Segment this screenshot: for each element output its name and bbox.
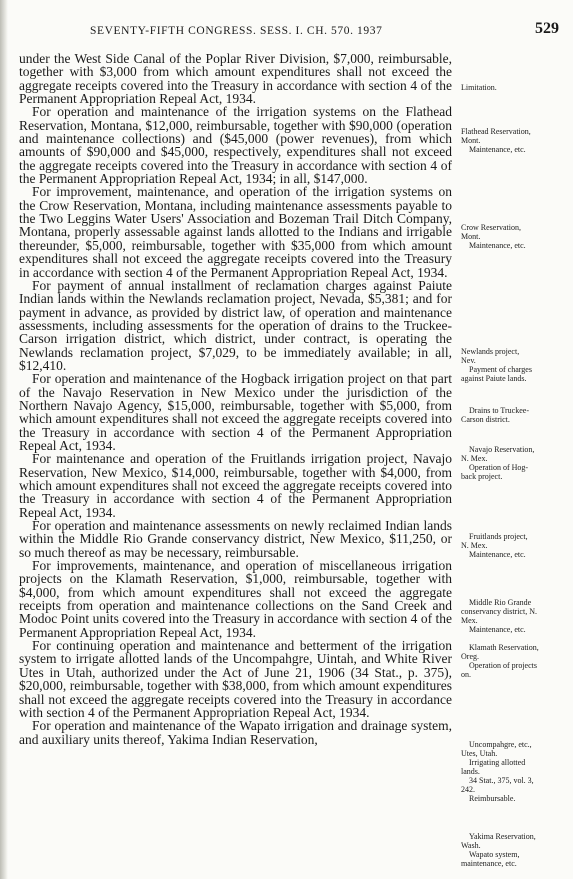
page-number: 529: [535, 20, 559, 37]
margin-note-middle-rio-grande: Middle Rio Grande conservancy district, N. Mex. Maintenance, etc.: [461, 598, 537, 634]
paragraph-hogback: For operation and maintenance of the Hogback irrigation project on that part of the Navajo Reservation in New Mexico under the jurisdiction of the Northern Navajo Agency, $15,000, reimbursable, together with $5,000, from which amount expenditures shall not exceed the aggregate receipts covered into the Treasury in accordance with section 4 of the Permanent Appropriation Repeal Act, 1934.: [19, 371, 452, 453]
page-header: [20, 22, 561, 42]
paragraph-poplar-river: under the West Side Canal of the Poplar River Division, $7,000, reimbursable, together with $3,000 from which amount expenditures shall not exceed the aggregate receipts covered into the Treasury in accordance with section 4 of the Permanent Appropriation Repeal Act, 1934.: [19, 51, 452, 107]
margin-note-yakima: Yakima Reservation, Wash. Wapato system, maintenance, etc.: [461, 832, 536, 868]
margin-note-newlands: Newlands project, Nev. Payment of charges against Paiute lands.: [461, 347, 532, 383]
paragraph-klamath: For improvements, maintenance, and operation of miscellaneous irrigation projects on the Klamath Reservation, $1,000, reimbursable, together with $4,000, from which amount expenditures shall not exceed the aggregate receipts from operation and maintenance collections on the Sand Creek and Modoc Point units covered into the Treasury in accordance with section 4 of the Permanent Appropriation Repeal Act, 1934.: [19, 558, 452, 640]
paragraph-crow: For improvement, maintenance, and operation of the irrigation systems on the Crow Reservation, Montana, including maintenance assessments payable to the Two Leggins Water Users' Association and Bozeman Trail Ditch Company, Montana, properly assessable against lands allotted to the Indians and irrigable thereunder, $5,000, reimbursable, together with $35,000 from which amount expenditures shall not exceed the aggregate receipts covered into the Treasury in accordance with section 4 of the Permanent Appropriation Repeal Act, 1934.: [19, 184, 452, 280]
paragraph-wapato: For operation and maintenance of the Wapato irrigation and drainage system, and auxiliary units thereof, Yakima Indian Reservation,: [19, 718, 452, 747]
paragraph-middle-rio-grande: For operation and maintenance assessments on newly reclaimed Indian lands within the Middle Rio Grande conservancy district, New Mexico, $11,250, or so much thereof as may be necessary, reimbursable.: [19, 518, 452, 560]
margin-note-navajo-hogback: Navajo Reservation, N. Mex. Operation of Hog- back project.: [461, 445, 535, 481]
margin-note-limitation: Limitation.: [461, 83, 497, 92]
page-edge-shadow: [0, 0, 8, 879]
margin-note-crow: Crow Reservation, Mont. Maintenance, etc.: [461, 223, 526, 250]
paragraph-flathead: For operation and maintenance of the irrigation systems on the Flathead Reservation, Montana, $12,000, reimbursable, together with $90,000 (operation and maintenance collections) and ($45,000 (power revenues), from which amounts of $90,000 and $45,000, respectively, expenditures shall not exceed the aggregate receipts covered into the Treasury in accordance with section 4 of the Permanent Appropriation Repeal Act, 1934; in all, $147,000.: [19, 104, 452, 187]
margin-note-klamath: Klamath Reservation, Oreg. Operation of projects on.: [461, 643, 539, 679]
margin-note-flathead: Flathead Reservation, Mont. Maintenance, etc.: [461, 127, 531, 154]
body-text: [19, 52, 452, 746]
paragraph-newlands: For payment of annual installment of reclamation charges against Paiute Indian lands within the Newlands reclamation project, Nevada, $5,381; and for payment in advance, as provided by district law, of operation and maintenance assessments, including assessments for the operation of drains to the Truckee-Carson irrigation district, which district, under contract, is operating the Newlands reclamation project, $7,029, to be immediately available; in all, $12,410.: [19, 277, 452, 373]
margin-note-truckee-carson: Drains to Truckee- Carson district.: [461, 406, 529, 424]
paragraph-uncompahgre: For continuing operation and maintenance and betterment of the irrigation system to irrigate allotted lands of the Uncompahgre, Uintah, and White River Utes in Utah, authorized under the Act of June 21, 1906 (34 Stat., p. 375), $20,000, reimbursable, together with $38,000, from which amount expenditures shall not exceed the aggregate receipts covered into the Treasury in accordance with section 4 of the Permanent Appropriation Repeal Act, 1934.: [19, 638, 452, 720]
margin-note-uncompahgre: Uncompahgre, etc., Utes, Utah. Irrigating allotted lands. 34 Stat., 375, vol. 3, 242. Reimbursable.: [461, 740, 534, 803]
running-head: SEVENTY-FIFTH CONGRESS. SESS. I. CH. 570. 1937: [90, 25, 383, 37]
paragraph-fruitlands: For maintenance and operation of the Fruitlands irrigation project, Navajo Reservation, New Mexico, $14,000, reimbursable, together with $4,000, from which amount expenditures shall not exceed the aggregate receipts covered into the Treasury in accordance with section 4 of the Permanent Appropriation Repeal Act, 1934.: [19, 451, 452, 520]
margin-note-fruitlands: Fruitlands project, N. Mex. Maintenance, etc.: [461, 532, 528, 559]
